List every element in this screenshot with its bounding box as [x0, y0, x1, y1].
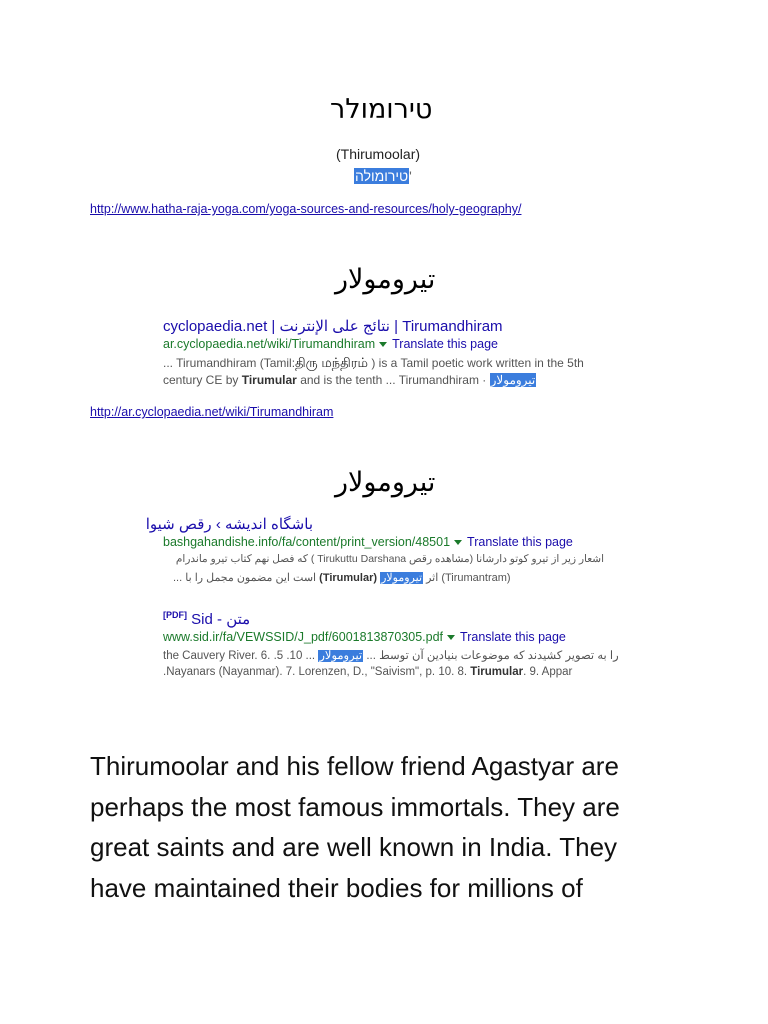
result-1-snippet-line-2 — [163, 373, 536, 387]
result-2-url: bashgahandishe.info/fa/content/print_version/48501 — [163, 535, 451, 549]
body-paragraph — [90, 746, 710, 908]
dropdown-caret-icon[interactable] — [454, 540, 462, 545]
snippet-bold: Tirumular — [241, 373, 297, 387]
snippet-text: and is the tenth ... Tirumandhiram · — [300, 373, 487, 387]
dropdown-caret-icon[interactable] — [379, 342, 387, 347]
result-3-url: www.sid.ir/fa/VEWSSID/J_pdf/6001813870305.pdf — [163, 630, 444, 644]
hebrew-highlight-line — [354, 168, 412, 184]
paragraph-line: great saints and are well known in India. They — [90, 832, 618, 862]
snippet-bold: Tirumular — [470, 666, 524, 678]
arabic-heading-2: تيرومولار — [335, 467, 436, 498]
hebrew-highlight: טירומולה — [355, 168, 409, 184]
result-2-snippet-line-2 — [173, 571, 511, 584]
snippet-text: (Tirumantram) اثر — [426, 572, 511, 584]
snippet-text: .Nayanars (Nayanmar). 7. Lorenzen, D., "Saivism", p. 10. 8. — [163, 666, 468, 678]
result-1-title-en2: | Tirumandhiram — [394, 318, 503, 335]
snippet-text: ) is a Tamil poetic work written in the 5th — [371, 356, 584, 370]
dropdown-caret-icon[interactable] — [447, 635, 455, 640]
snippet-text: را به تصویر کشیدند که موضوعات بنیادین آن توسط ... — [366, 650, 619, 662]
result-1-translate-link[interactable]: Translate this page — [392, 337, 498, 351]
result-2-url-line — [163, 535, 573, 549]
snippet-text: است این مضمون مجمل را با ... — [173, 572, 317, 584]
cyclopaedia-link[interactable]: http://ar.cyclopaedia.net/wiki/Tirumandhiram — [90, 405, 334, 419]
result-1-snippet-line-1 — [163, 355, 584, 372]
result-3-translate-link[interactable]: Translate this page — [460, 630, 566, 644]
snippet-text: . 9. Appar — [523, 666, 573, 678]
result-3-url-line — [163, 630, 566, 644]
thirumoolar-caption: (Thirumoolar) — [336, 146, 421, 162]
result-1-title-en: cyclopaedia.net | — [163, 318, 276, 335]
arabic-heading-1: تيرومولار — [335, 264, 436, 295]
result-2-translate-link[interactable]: Translate this page — [467, 535, 573, 549]
snippet-highlight: تیرومولار — [381, 572, 423, 584]
hatha-raja-yoga-link[interactable]: http://www.hatha-raja-yoga.com/yoga-sources-and-resources/holy-geography/ — [90, 202, 522, 216]
snippet-text: ... Tirumandhiram (Tamil: — [163, 356, 296, 370]
snippet-text: century CE by — [163, 373, 239, 387]
result-3-snippet-line-1 — [163, 648, 619, 662]
paragraph-line: Thirumoolar and his fellow friend Agastyar are — [90, 751, 619, 781]
hebrew-heading: טירומולר — [330, 94, 433, 125]
result-2-title[interactable]: باشگاه اندیشه › رقص شیوا — [145, 516, 313, 533]
result-3-title[interactable] — [163, 610, 250, 628]
paragraph-line: have maintained their bodies for millions of — [90, 872, 583, 903]
snippet-highlight: تيرومولار — [490, 373, 536, 387]
pdf-tag: [PDF] — [163, 610, 187, 620]
result-1-title[interactable] — [163, 317, 503, 335]
result-2-snippet-line-1: اشعار زیر از تیرو کوتو دارشانا (مشاهده رقص Tirukuttu Darshana ) که فصل نهم کتاب تیرو ماندرام — [175, 553, 604, 565]
result-1-url: ar.cyclopaedia.net/wiki/Tirumandhiram — [163, 337, 376, 351]
result-1-url-line — [163, 337, 498, 351]
result-1-title-ar: نتائج على الإنترنت — [279, 318, 390, 335]
result-3-title-text: Sid - متن — [191, 611, 251, 628]
snippet-highlight: تیرومولار — [319, 650, 363, 662]
tamil-text: திரு மந்திரம் — [295, 355, 368, 370]
paragraph-line: perhaps the most famous immortals. They are — [90, 791, 620, 822]
hebrew-mark: ' — [409, 168, 412, 184]
result-3-snippet-line-2 — [163, 666, 572, 678]
snippet-bold: (Tirumular) — [319, 572, 378, 584]
snippet-text: the Cauvery River. 6. .5 .10 ... — [163, 650, 316, 662]
